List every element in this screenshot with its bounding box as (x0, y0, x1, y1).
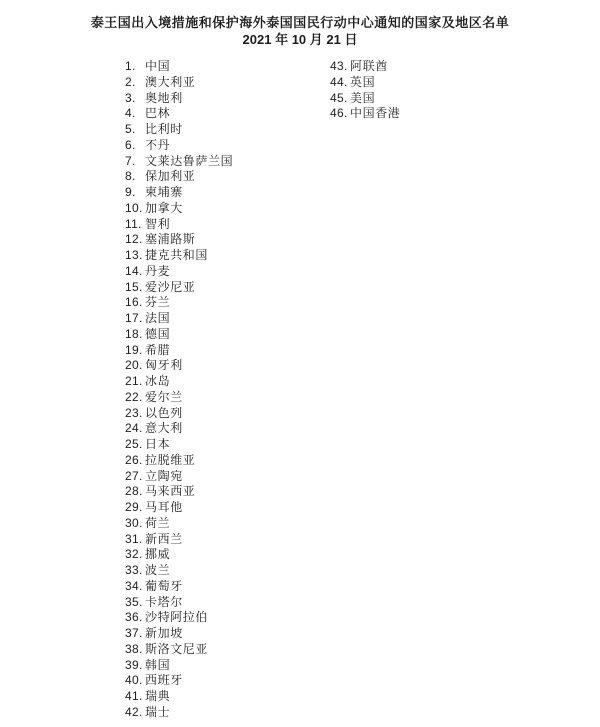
list-item-number: 45. (330, 90, 348, 105)
list-item (125, 469, 233, 485)
list-item-label: 巴林 (145, 106, 171, 121)
list-item-number: 17. (125, 311, 143, 325)
list-item-number: 13. (125, 248, 143, 262)
list-item-number: 25. (125, 437, 143, 451)
list-item-number: 42. (125, 704, 143, 719)
list-item (125, 138, 233, 154)
list-item-number: 18. (125, 326, 143, 341)
list-item-label: 丹麦 (145, 263, 171, 278)
list-item (330, 106, 400, 122)
list-item-label: 马耳他 (145, 500, 183, 514)
list-item-number: 36. (125, 610, 143, 625)
list-item-number: 2. (125, 74, 136, 89)
list-item-number: 31. (125, 531, 143, 546)
country-list-right-column (330, 59, 400, 122)
list-item-number: 5. (125, 122, 136, 136)
list-item-label: 新加坡 (145, 626, 183, 640)
list-item-label: 法国 (145, 311, 171, 325)
list-item-label: 意大利 (145, 421, 183, 436)
list-item-number: 19. (125, 342, 143, 357)
list-item (125, 689, 233, 705)
list-item (125, 154, 233, 170)
list-item-label: 捷克共和国 (145, 248, 209, 262)
list-item-label: 希腊 (145, 342, 171, 357)
list-item-number: 46. (330, 106, 348, 121)
list-item (125, 610, 233, 626)
document-date: 2021 年 10 月 21 日 (242, 32, 358, 47)
list-item (125, 122, 233, 138)
list-item-label: 英国 (350, 74, 376, 89)
list-item (125, 563, 233, 579)
list-item-label: 德国 (145, 326, 171, 341)
list-item-label: 加拿大 (145, 200, 183, 215)
list-item (125, 295, 233, 311)
list-item-label: 冰岛 (145, 374, 171, 388)
list-item-number: 12. (125, 232, 143, 247)
list-item-number: 8. (125, 169, 136, 184)
list-item (125, 91, 233, 107)
list-item (125, 327, 233, 343)
list-item (125, 217, 233, 233)
list-item-number: 41. (125, 689, 143, 703)
list-item (125, 390, 233, 406)
list-item-label: 保加利亚 (145, 169, 196, 184)
list-item (125, 311, 233, 327)
list-item (125, 264, 233, 280)
list-item-label: 瑞士 (145, 704, 171, 719)
list-item-label: 以色列 (145, 405, 183, 420)
list-item-number: 30. (125, 515, 143, 530)
list-item-number: 3. (125, 90, 136, 105)
list-item-label: 柬埔寨 (145, 185, 183, 199)
list-item-label: 卡塔尔 (145, 594, 183, 609)
list-item (125, 201, 233, 217)
list-item-label: 沙特阿拉伯 (145, 610, 209, 625)
list-item (125, 248, 233, 264)
list-item-label: 荷兰 (145, 515, 171, 530)
list-item-number: 1. (125, 59, 136, 73)
list-item (125, 673, 233, 689)
list-item (125, 579, 233, 595)
list-item-label: 波兰 (145, 563, 171, 577)
list-item-label: 斯洛文尼亚 (145, 641, 209, 656)
list-item (125, 343, 233, 359)
list-item-label: 爱沙尼亚 (145, 279, 196, 294)
list-item (125, 185, 233, 201)
list-item-label: 阿联酋 (350, 59, 388, 73)
list-item-label: 文莱达鲁萨兰国 (145, 153, 234, 168)
list-item (125, 437, 233, 453)
list-item (125, 532, 233, 548)
list-item-number: 39. (125, 657, 143, 672)
list-item-number: 21. (125, 374, 143, 388)
list-item-number: 15. (125, 279, 143, 294)
list-item (125, 500, 233, 516)
list-item (125, 169, 233, 185)
list-item (330, 59, 400, 75)
list-item (125, 421, 233, 437)
list-item-label: 智利 (145, 216, 171, 231)
list-item (125, 106, 233, 122)
list-item-label: 马来西亚 (145, 484, 196, 499)
list-item-number: 9. (125, 185, 136, 199)
list-item-label: 塞浦路斯 (145, 232, 196, 247)
list-item-label: 美国 (350, 90, 376, 105)
list-item-number: 34. (125, 578, 143, 593)
list-item (125, 547, 233, 563)
list-item (125, 280, 233, 296)
list-item (330, 91, 400, 107)
list-item-number: 28. (125, 484, 143, 499)
list-item (125, 232, 233, 248)
list-item-number: 37. (125, 626, 143, 640)
list-item-number: 29. (125, 500, 143, 514)
list-item-label: 瑞典 (145, 689, 171, 703)
list-item (125, 484, 233, 500)
list-item-number: 38. (125, 641, 143, 656)
list-item-label: 新西兰 (145, 531, 183, 546)
list-item-number: 23. (125, 405, 143, 420)
list-item-label: 澳大利亚 (145, 74, 196, 89)
list-item-number: 27. (125, 468, 143, 483)
list-item-label: 中国香港 (350, 106, 401, 121)
list-item-label: 日本 (145, 437, 171, 451)
list-item-label: 比利时 (145, 122, 183, 136)
list-item-number: 10. (125, 200, 143, 215)
list-item-label: 葡萄牙 (145, 578, 183, 593)
list-item-label: 挪威 (145, 547, 171, 562)
list-item (125, 705, 233, 721)
list-item-number: 44. (330, 74, 348, 89)
list-item-number: 35. (125, 594, 143, 609)
list-item-label: 奥地利 (145, 90, 183, 105)
list-item-number: 43. (330, 59, 348, 73)
list-item-number: 4. (125, 106, 136, 121)
list-item (125, 358, 233, 374)
list-item (125, 595, 233, 611)
list-item (125, 516, 233, 532)
list-item-label: 匈牙利 (145, 358, 183, 373)
list-item-number: 40. (125, 673, 143, 688)
list-item-number: 7. (125, 153, 136, 168)
list-item (125, 453, 233, 469)
list-item-number: 33. (125, 563, 143, 577)
list-item-label: 拉脱维亚 (145, 452, 196, 467)
list-item (125, 75, 233, 91)
list-item (125, 642, 233, 658)
list-item-label: 韩国 (145, 657, 171, 672)
document-title: 泰王国出入境措施和保护海外泰国国民行动中心通知的国家及地区名单 (90, 15, 510, 30)
list-item-label: 芬兰 (145, 295, 171, 310)
list-item (125, 626, 233, 642)
list-item (125, 59, 233, 75)
list-item (125, 374, 233, 390)
list-item (330, 75, 400, 91)
list-item-number: 6. (125, 137, 136, 152)
list-item-number: 16. (125, 295, 143, 310)
list-item-label: 爱尔兰 (145, 389, 183, 404)
list-item-label: 不丹 (145, 137, 171, 152)
list-item-number: 32. (125, 547, 143, 562)
list-item-number: 26. (125, 452, 143, 467)
list-item-label: 立陶宛 (145, 468, 183, 483)
list-item (125, 406, 233, 422)
list-item-number: 11. (125, 216, 142, 231)
list-item (125, 658, 233, 674)
list-item-label: 中国 (145, 59, 171, 73)
list-item-number: 14. (125, 263, 143, 278)
list-item-number: 22. (125, 389, 143, 404)
country-list-left-column (125, 59, 233, 721)
list-item-number: 20. (125, 358, 143, 373)
list-item-label: 西班牙 (145, 673, 183, 688)
list-item-number: 24. (125, 421, 143, 436)
